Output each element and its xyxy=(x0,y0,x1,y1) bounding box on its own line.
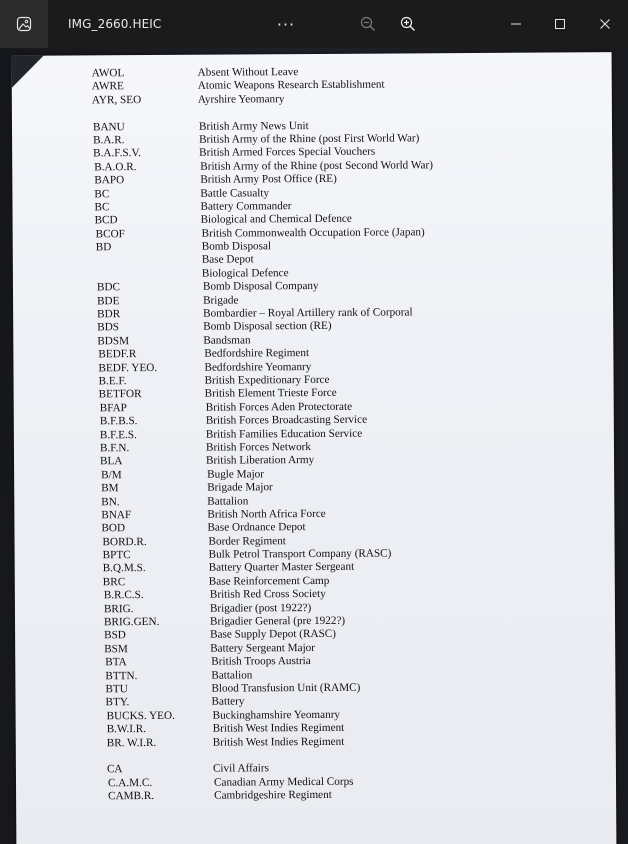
meaning: Bedfordshire Yeomanry xyxy=(204,360,312,374)
more-options-button[interactable]: ··· xyxy=(276,14,296,34)
abbreviation: B.F.N. xyxy=(99,442,130,455)
meaning: British Expeditionary Force xyxy=(204,373,330,387)
meaning: British Element Trieste Force xyxy=(204,387,337,401)
meaning: Brigade Major xyxy=(207,481,273,494)
abbreviation: BCOF xyxy=(95,227,125,241)
zoom-in-icon[interactable] xyxy=(390,0,426,48)
meaning: British Liberation Army xyxy=(206,454,315,467)
abbreviation: BOD xyxy=(101,522,126,535)
abbreviation: BC xyxy=(94,187,110,200)
title-bar xyxy=(0,0,628,48)
abbreviation: B.F.E.S. xyxy=(99,428,137,441)
meaning: Absent Without Leave xyxy=(197,66,299,79)
abbreviation: BFAP xyxy=(99,401,127,415)
meaning: Base Ordnance Depot xyxy=(207,521,306,534)
meaning: British Armed Forces Special Vouchers xyxy=(199,145,376,160)
abbreviation: BM xyxy=(101,482,119,495)
photo-icon[interactable] xyxy=(0,0,48,48)
meaning: British Army Post Office (RE) xyxy=(200,172,337,186)
abbreviation: BCD xyxy=(94,214,118,227)
meaning: Bomb Disposal xyxy=(201,240,272,253)
meaning: British Army of the Rhine (post First World War) xyxy=(199,132,420,146)
minimize-icon[interactable] xyxy=(496,0,536,48)
abbreviation: BNAF xyxy=(101,509,132,522)
meaning: Border Regiment xyxy=(208,534,286,548)
abbreviation: AWOL xyxy=(91,67,125,80)
abbreviation: BRIG.GEN. xyxy=(103,615,160,629)
abbreviation: BTTN. xyxy=(105,669,138,682)
abbreviation: BDSM xyxy=(97,334,130,348)
abbreviation: B.A.F.S.V. xyxy=(93,147,141,160)
abbreviation: CA xyxy=(106,763,123,776)
abbreviation: B.A.R. xyxy=(93,134,125,147)
abbreviation: B.A.O.R. xyxy=(94,160,137,174)
meaning: Atomic Weapons Research Establishment xyxy=(197,78,385,93)
abbreviation: BSM xyxy=(104,642,128,656)
meaning: Cambridgeshire Regiment xyxy=(214,788,332,802)
meaning: Bugle Major xyxy=(207,468,265,481)
abbreviation: BDC xyxy=(96,281,121,294)
abbreviation: C.A.M.C. xyxy=(107,776,153,789)
meaning: Bedfordshire Regiment xyxy=(204,347,310,360)
abbreviation: BRC xyxy=(102,575,126,589)
meaning: British North Africa Force xyxy=(207,507,326,521)
abbreviation: B.E.F. xyxy=(98,375,127,388)
window-title: IMG_2660.HEIC xyxy=(68,17,162,31)
maximize-icon[interactable] xyxy=(540,0,580,48)
abbreviation: BANU xyxy=(92,120,125,133)
meaning: Brigadier General (pre 1922?) xyxy=(209,614,346,628)
abbreviation: BTY. xyxy=(105,696,130,709)
meaning: British Forces Aden Protectorate xyxy=(205,400,353,414)
abbreviation: B.W.I.R. xyxy=(106,723,147,736)
meaning: British West Indies Regiment xyxy=(212,721,345,735)
meaning: Battle Casualty xyxy=(200,186,270,200)
abbreviation: BLA xyxy=(100,455,123,468)
abbreviation: BRIG. xyxy=(103,602,134,615)
meaning: Canadian Army Medical Corps xyxy=(213,775,354,789)
abbreviation: BDE xyxy=(97,294,120,307)
zoom-out-icon[interactable] xyxy=(350,0,386,48)
meaning: Base Depot xyxy=(201,253,254,267)
meaning: Base Supply Depot (RASC) xyxy=(210,628,336,642)
meaning: British West Indies Regiment xyxy=(212,735,345,749)
abbreviation: B.Q.M.S. xyxy=(102,562,146,575)
abbreviation: BAPO xyxy=(94,174,125,187)
meaning: Battery Quarter Master Sergeant xyxy=(208,561,355,575)
abbreviation: BORD.R. xyxy=(102,535,147,548)
abbreviation-list xyxy=(91,66,433,803)
meaning: Bomb Disposal section (RE) xyxy=(203,320,332,334)
meaning: Base Reinforcement Camp xyxy=(208,574,330,588)
meaning: Battery xyxy=(211,695,245,708)
abbreviation: BTA xyxy=(105,656,127,669)
abbreviation: B/M xyxy=(101,468,122,482)
meaning: British Army of the Rhine (post Second World War) xyxy=(200,159,433,173)
photographed-page xyxy=(12,52,617,844)
meaning: British Families Education Service xyxy=(205,427,363,441)
meaning: Biological and Chemical Defence xyxy=(200,213,352,226)
abbreviation: BN. xyxy=(101,495,120,508)
meaning: British Red Cross Society xyxy=(209,588,326,601)
abbreviation: AWRE xyxy=(91,80,124,93)
meaning: British Commonwealth Occupation Force (Japan) xyxy=(201,226,425,240)
meaning: British Forces Network xyxy=(205,440,312,454)
abbreviation: BSD xyxy=(104,629,126,642)
abbreviation: AYR, SEO xyxy=(91,93,142,107)
abbreviation: BD xyxy=(95,241,112,254)
abbreviation: BTU xyxy=(105,683,128,696)
close-icon[interactable] xyxy=(585,0,625,48)
abbreviation: BEDF. YEO. xyxy=(98,361,158,374)
abbreviation: BPTC xyxy=(102,549,131,562)
meaning: British Forces Broadcasting Service xyxy=(205,413,368,427)
meaning: Battery Commander xyxy=(200,200,292,213)
meaning: Brigade xyxy=(203,294,239,307)
abbreviation: BC xyxy=(94,201,110,214)
meaning: British Army News Unit xyxy=(198,119,309,133)
meaning: Biological Defence xyxy=(201,267,289,280)
meaning: Battalion xyxy=(211,668,253,682)
abbreviation: BUCKS. YEO. xyxy=(106,709,175,723)
abbreviation: BEDF.R xyxy=(98,348,137,361)
abbreviation: BR. W.I.R. xyxy=(106,736,157,749)
abbreviation: CAMB.R. xyxy=(108,790,155,803)
meaning: Brigadier (post 1922?) xyxy=(209,601,312,615)
meaning: Battery Sergeant Major xyxy=(210,641,316,655)
abbreviation: B.F.B.S. xyxy=(99,415,138,428)
meaning: Ayrshire Yeomanry xyxy=(197,92,285,106)
meaning: Bombardier – Royal Artillery rank of Corporal xyxy=(203,306,413,320)
abbreviation: BDR xyxy=(97,308,121,321)
abbreviation: BETFOR xyxy=(98,388,142,401)
meaning: Bandsman xyxy=(203,334,251,347)
meaning: Buckinghamshire Yeomanry xyxy=(212,708,341,722)
meaning: British Troops Austria xyxy=(211,655,311,668)
meaning: Battalion xyxy=(207,494,249,508)
meaning: Bulk Petrol Transport Company (RASC) xyxy=(208,547,392,561)
abbreviation: B.R.C.S. xyxy=(103,589,144,602)
abbreviation: BDS xyxy=(97,321,120,334)
meaning: Bomb Disposal Company xyxy=(202,280,319,293)
meaning: Civil Affairs xyxy=(212,762,270,775)
image-viewer[interactable] xyxy=(0,48,628,844)
meaning: Blood Transfusion Unit (RAMC) xyxy=(211,681,361,695)
